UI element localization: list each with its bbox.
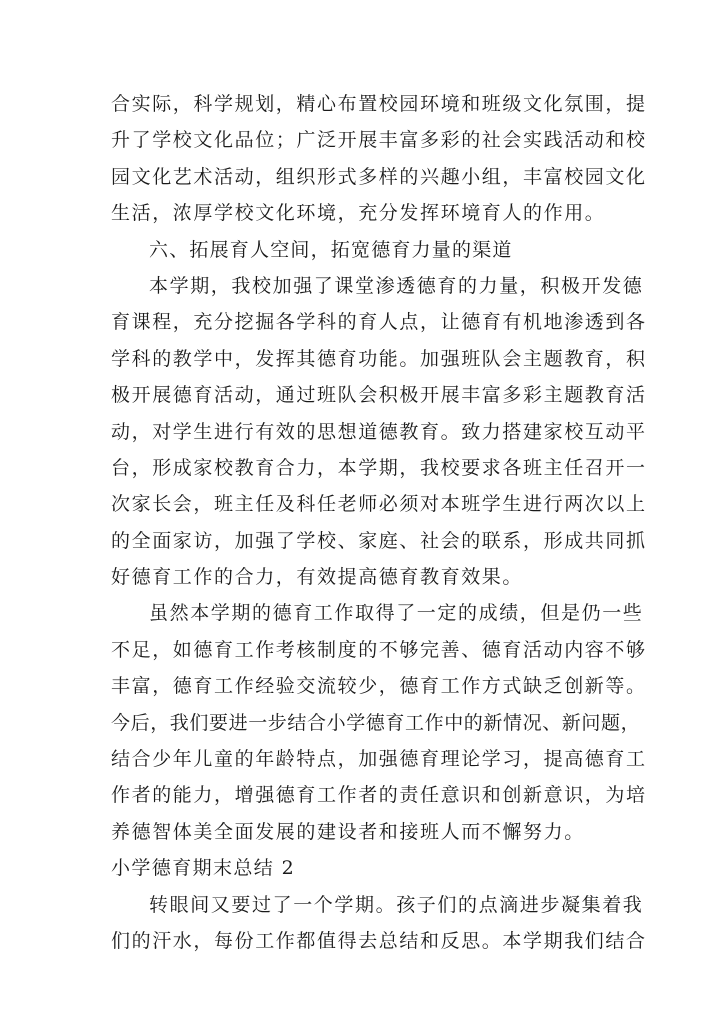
- paragraph-line: 养德智体美全面发展的建设者和接班人而不懈努力。: [111, 820, 585, 843]
- paragraph-line: 丰富，德育工作经验交流较少，德育工作方式缺乏创新等。: [111, 675, 647, 698]
- paragraph-line: 升了学校文化品位；广泛开展丰富多彩的社会实践活动和校: [111, 129, 647, 152]
- paragraph-line: 学科的教学中，发挥其德育功能。加强班队会主题教育，积: [111, 347, 647, 370]
- section-title: 小学德育期末总结 2: [111, 857, 296, 880]
- paragraph-line: 的全面家访，加强了学校、家庭、社会的联系，形成共同抓: [111, 529, 647, 552]
- paragraph-line: 结合少年儿童的年龄特点，加强德育理论学习，提高德育工: [111, 748, 647, 771]
- document-body: [111, 86, 647, 959]
- paragraph-line: 合实际，科学规划，精心布置校园环境和班级文化氛围，提: [111, 93, 647, 115]
- paragraph-line: 极开展德育活动，通过班队会积极开展丰富多彩主题教育活: [111, 384, 647, 407]
- paragraph-line: 今后，我们要进一步结合小学德育工作中的新情况、新问题，: [111, 711, 641, 734]
- paragraph-line: 台，形成家校教育合力，本学期，我校要求各班主任召开一: [111, 456, 647, 479]
- paragraph-line: 好德育工作的合力，有效提高德育教育效果。: [111, 566, 524, 589]
- paragraph-line: 育课程，充分挖掘各学科的育人点，让德育有机地渗透到各: [111, 311, 647, 334]
- paragraph-line: 园文化艺术活动，组织形式多样的兴趣小组，丰富校园文化: [111, 165, 647, 188]
- section-heading: 六、拓展育人空间，拓宽德育力量的渠道: [149, 238, 513, 261]
- paragraph-line: 生活，浓厚学校文化环境，充分发挥环境育人的作用。: [111, 202, 606, 225]
- paragraph-line: 转眼间又要过了一个学期。孩子们的点滴进步凝集着我: [149, 893, 644, 916]
- paragraph-line: 不足，如德育工作考核制度的不够完善、德育活动内容不够: [111, 638, 647, 661]
- paragraph-line: 们的汗水，每份工作都值得去总结和反思。本学期我们结合: [111, 929, 647, 952]
- paragraph-line: 动，对学生进行有效的思想道德教育。致力搭建家校互动平: [111, 420, 647, 443]
- paragraph-line: 次家长会，班主任及科任老师必须对本班学生进行两次以上: [111, 493, 647, 516]
- paragraph-line: 作者的能力，增强德育工作者的责任意识和创新意识，为培: [111, 784, 647, 807]
- paragraph-line: 本学期，我校加强了课堂渗透德育的力量，积极开发德: [149, 274, 644, 297]
- paragraph-line: 虽然本学期的德育工作取得了一定的成绩，但是仍一些: [149, 602, 644, 625]
